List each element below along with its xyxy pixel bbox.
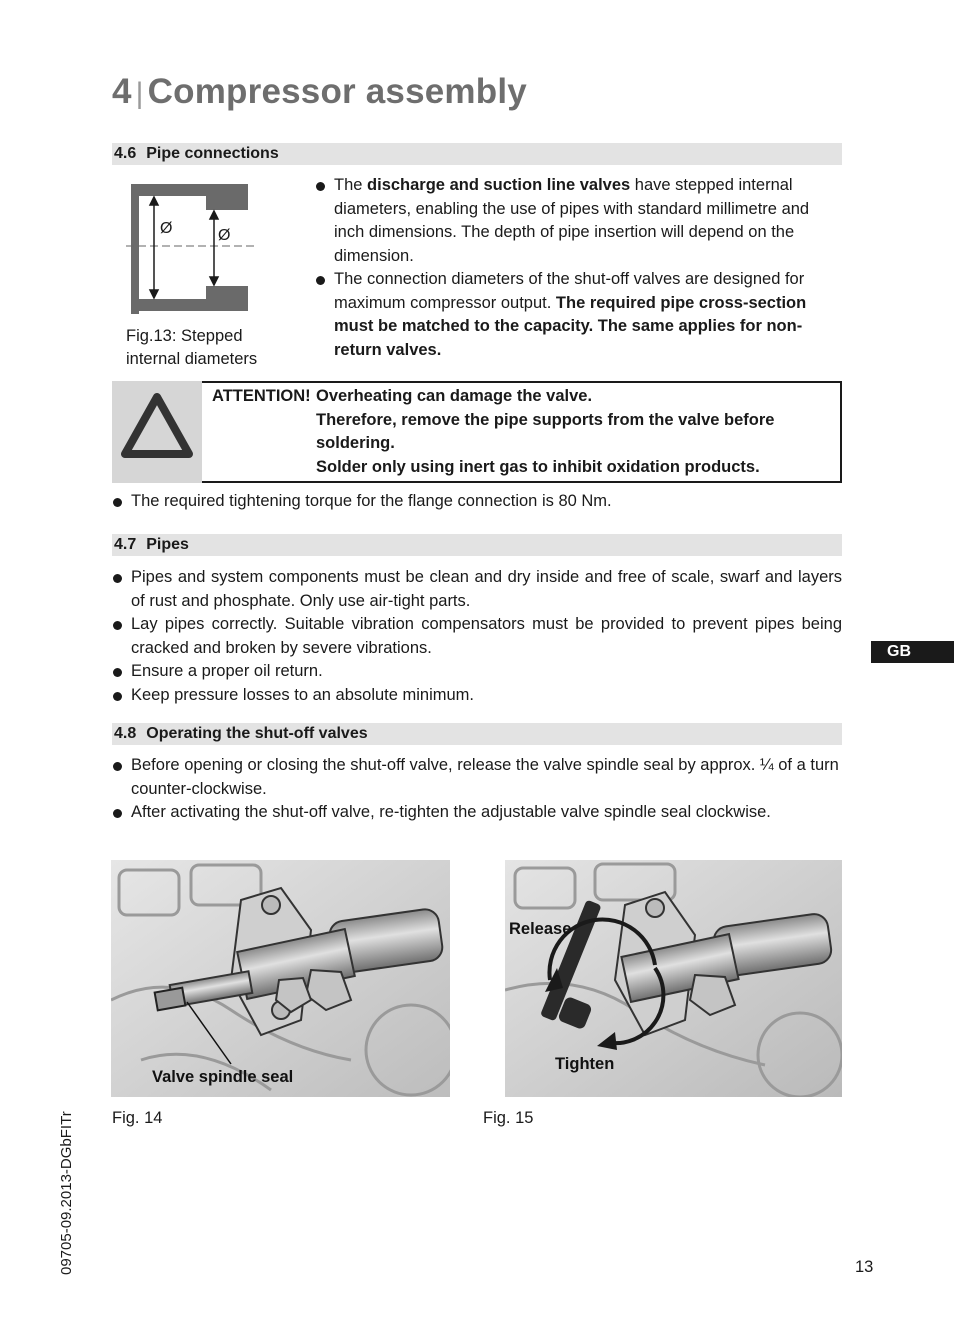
text-segment: have stepped internal diameters, enabling the use of pipes with standard millimetre and inch dimensions. The depth of pipe insertion will depend on the dimension.: [334, 176, 810, 265]
list-item: [315, 174, 815, 268]
release-label: Release: [509, 920, 572, 938]
section-heading-4-8: [112, 723, 842, 745]
attention-line: Solder only using inert gas to inhibit oxidation products.: [316, 457, 760, 476]
attention-line: Overheating can damage the valve.: [316, 387, 593, 405]
text-segment: The connection diameters of the shut-off valves are designed for maximum compressor output.: [334, 270, 805, 312]
section-number: 4.6: [114, 145, 137, 162]
text-segment-bold: discharge and suction line valves: [367, 176, 631, 194]
page-number: 13: [855, 1258, 874, 1276]
chapter-title-text: Compressor assembly: [147, 72, 527, 111]
list-item: Keep pressure losses to an absolute minimum.: [112, 684, 842, 708]
warning-triangle-icon: [112, 381, 202, 483]
chapter-title: [112, 72, 527, 112]
valve-spindle-seal-label: Valve spindle seal: [152, 1068, 294, 1086]
torque-note-list: [112, 490, 842, 514]
diameter-symbol-large: Ø: [160, 220, 173, 237]
attention-text: [316, 385, 836, 479]
pipes-list: [112, 566, 842, 707]
list-item: Pipes and system components must be clean and dry inside and free of scale, swarf and layers of rust and phosphate. Only use air-tight parts.: [112, 566, 842, 613]
attention-label: ATTENTION!: [212, 387, 311, 405]
section-number: 4.8: [114, 725, 137, 742]
diameter-symbol-small: Ø: [218, 227, 231, 244]
attention-line: Therefore, remove the pipe supports from the valve before soldering.: [316, 410, 775, 452]
shutoff-valves-list: [112, 754, 842, 825]
document-code: 09705-09.2013-DGbFITr: [58, 1111, 75, 1275]
section-heading-4-7: [112, 534, 842, 556]
fig14-photo: [111, 860, 450, 1097]
section-title: Pipe connections: [146, 145, 279, 162]
stepped-diameters-diagram: [126, 180, 256, 320]
language-tab: GB: [871, 641, 954, 663]
fig13-caption-line2: internal diameters: [126, 350, 258, 368]
section-number: 4.7: [114, 536, 137, 553]
text-segment-bold: The required pipe cross-section must be matched to the capacity. The same applies for non-return valves.: [334, 293, 807, 359]
list-item: After activating the shut-off valve, re-tighten the adjustable valve spindle seal clockwise.: [112, 801, 842, 825]
list-item: Ensure a proper oil return.: [112, 660, 842, 684]
section-heading-4-6: [112, 143, 842, 165]
chapter-number: 4: [112, 72, 132, 111]
valve-illustration: [111, 860, 450, 1097]
list-item: Before opening or closing the shut-off valve, release the valve spindle seal by approx. ¼ of a turn counter-clockwise.: [112, 754, 842, 801]
section-title: Pipes: [146, 536, 189, 553]
attention-box: [112, 381, 842, 483]
fig15-caption: Fig. 15: [483, 1109, 534, 1127]
text-segment: The: [334, 176, 368, 194]
fig14-caption: Fig. 14: [112, 1109, 163, 1127]
list-item: The required tightening torque for the flange connection is 80 Nm.: [112, 490, 842, 514]
tighten-label: Tighten: [555, 1055, 615, 1073]
fig13-caption-line1: Fig.13: Stepped: [126, 327, 243, 345]
pipe-connections-list: [315, 174, 815, 362]
fig13-caption: [126, 325, 257, 371]
warning-panel: [112, 381, 202, 483]
section-title: Operating the shut-off valves: [146, 725, 368, 742]
list-item: Lay pipes correctly. Suitable vibration compensators must be provided to prevent pipes being cracked and broken by severe vibrations.: [112, 613, 842, 660]
chapter-separator: |: [135, 77, 144, 110]
list-item: [315, 268, 815, 362]
fig15-photo: [505, 860, 842, 1097]
